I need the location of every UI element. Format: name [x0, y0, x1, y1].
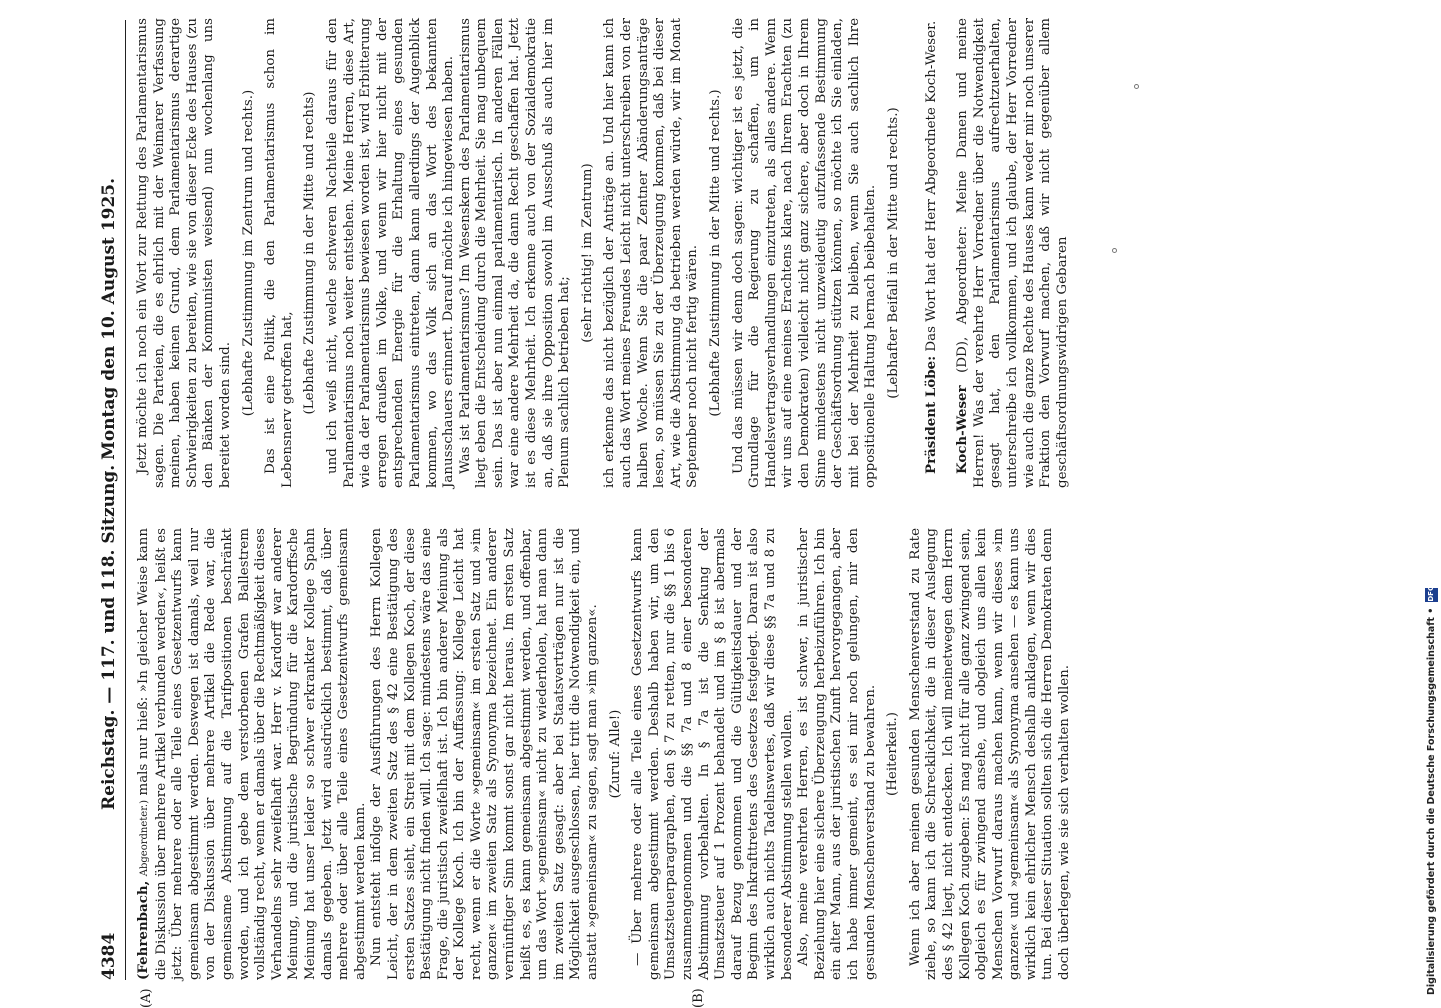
- left-paragraph-3: — Über mehrere oder alle Teile eines Gesetzentwurfs kann gemeinsam abgestimmt werden. Deshalb haben wir, um den Umsatzsteuerparagraphen, den § 7 zu retten, nur die §§ 1 bis 6 zusammengenommen und die §§ 7a und 8 einer besonderen Abstimmung vorbehalten. In § 7a ist die Senkung der Umsatzsteuer auf 1 Prozent behandelt und im § 8 ist abermals darauf Bezug genommen und die Gültigkeitsdauer und der Beginn des Inkrafttretens des Gesetzes festgelegt. Daran ist also wirklich auch nichts Tadelnswertes, daß wir diese §§ 7a und 8 zu besonderer Abstimmung stellen wollen.: [630, 528, 795, 980]
- right-paragraph-3: und ich weiß nicht, welche schweren Nachteile daraus für den Parlamentarismus noch weiter entstehen. Meine Herren, diese Art, wie da der Parlamentarismus bewiesen worden ist, wird Erbitterung erregen draußen im Volke, und wenn wir hier nicht mit der entsprechenden Energie für die Erhaltung eines gesunden Parlamentarismus eintreten, dann kann allerdings der Augenblick kommen, wo das Volk sich an das Wort des bekannten Janusschauers erinnert. Darauf möchte ich hingewiesen haben.: [324, 18, 457, 488]
- right-paragraph-1: Jetzt möchte ich noch ein Wort zur Rettung des Parlamentarismus sagen. Die Parteien, die es ehrlich mit der Weimarer Verfassung meinen, haben keinen Grund, dem Parlamentarismus derartige Schwierigkeiten zu bereiten, wie sie von dieser Ecke des Hauses (zu den Bänken der Kommunisten weisend) nun wochenlang uns bereitet worden sind.: [135, 18, 233, 488]
- session-title: Reichstag. — 117. und 118. Sitzung.: [99, 464, 119, 810]
- left-paragraph-1: [135, 528, 369, 980]
- spacer: [940, 18, 954, 488]
- session-date: Montag den 10. August 1925.: [99, 177, 119, 460]
- speaker-role: Abgeordneter.): [139, 800, 150, 877]
- scan-speck: [1112, 248, 1117, 253]
- koch-paragraph: [954, 18, 1071, 488]
- margin-mark-b: (B): [691, 988, 706, 1008]
- right-paragraph-4: Was ist Parlamentarismus? Im Wesenskern des Parlamentarismus liegt eben die Entscheidung durch die Mehrheit. Sie mag unbequem sein. Das ist aber nun einmal parlamentarisch. In anderen Fällen war eine andere Mehrheit da, die dann Recht geschaffen hat. Jetzt ist es diese Mehrheit. Ich erkenne auch von der Sozialdemokratie an, daß sie ihre Opposition sowohl im Ausschuß als auch hier im Plenum sachlich betrieben hat;: [457, 18, 573, 488]
- president-paragraph: [923, 18, 941, 488]
- interjection: (Zuruf: Alle!): [607, 709, 623, 799]
- president-text: Das Wort hat der Herr Abgeordnete Koch-Weser.: [923, 20, 939, 352]
- dfg-logo: DFG: [1425, 588, 1438, 602]
- left-paragraph-5: Wenn ich aber meinen gesunden Menschenverstand zu Rate ziehe, so kann ich die Schrecklichkeit, die in dieser Auslegung des § 42 liegt, nicht entdecken. Ich will meinetwegen dem Herrn Kollegen Koch zugeben: Es mag nicht für alle ganz zwingend sein, obgleich es für zwingend ansehe, und obgleich uns allen kein Menschen Vorwurf daraus machen kann, wenn wir dieses »im ganzen« und »gemeinsam« als Synonyma ansehen — es kann uns wirklich kein ehrlicher Mensch deshalb anklagen, wenn wir dies tun. Bei dieser Situation sollten sich die Herren Demokraten denn doch überlegen, wie sie sich verhalten wollen.: [907, 528, 1073, 980]
- president-name: Präsident Löbe:: [922, 355, 939, 474]
- page-header: [95, 20, 125, 980]
- right-column: [135, 18, 1071, 488]
- left-column: [135, 528, 1074, 980]
- right-paragraph-6: Und das müssen wir denn doch sagen: wichtiger ist es jetzt, die Grundlage für die Regierung zu schaffen, um in Handelsvertragsverhandlungen einzutreten, als alles andere. Wenn wir uns auf eine meines Erachtens klare, nach Ihrem Erachten (zu den Demokraten) vielleicht nicht ganz sichere, aber doch in Ihrem Sinne mindestens nicht unzweideutig aufzufassende Bestimmung der Geschäftsordnung stützen können, so möchte ich Sie einladen, mit bei der Mehrheit zu bleiben, wenn Sie auch sachlich Ihre oppositionelle Haltung hernach beibehalten.: [730, 18, 879, 488]
- reaction: (Heiterkeit.): [885, 712, 901, 796]
- speaker-name: (Fehrenbach,: [135, 880, 151, 980]
- reaction: (Lebhafte Zustimmung im Zentrum und rechts.): [240, 89, 256, 417]
- left-paragraph-2: Nun entsteht infolge der Ausführungen des Herrn Kollegen Leicht, der in dem zweiten Satz des § 42 eine Bestätigung des ersten Satzes sieht, ein Streit mit dem Kollegen Koch, der diese Bestätigung nicht finden will. Ich sage: mindestens wäre das eine Frage, die juristisch zweifelhaft ist. Ich bin anderer Meinung als der Kollege Koch. Ich bin der Auffassung: Kollege Leicht hat recht, wenn er die Worte »gemeinsam« im ersten Satz und »im ganzen« im zweiten Satz als Synonyma bezeichnet. Ein anderer vernünftiger Sinn kommt sonst gar nicht heraus. Im ersten Satz heißt es, es kann gemeinsam abgestimmt werden, und offenbar, um das Wort »gemeinsam« nicht zu wiederholen, hat man dann im zweiten Satz gesagt: aber bei Staatsverträgen nur ist die Möglichkeit ausgeschlossen, hier tritt die Notwendigkeit ein, und anstatt »gemeinsam« zu sagen, sagt man »im ganzen«.: [369, 528, 601, 980]
- header-rule: [125, 20, 126, 980]
- reaction: (Lebhafte Zustimmung in der Mitte und rechts.): [708, 89, 723, 417]
- reaction: (Lebhafter Beifall in der Mitte und rechts.): [885, 107, 901, 399]
- document-page: [95, 18, 1385, 1008]
- koch-name: Koch-Weser: [954, 385, 971, 474]
- scan-speck: [1134, 84, 1139, 89]
- right-paragraph-5: ich erkenne das nicht bezüglich der Anträge an. Und hier kann ich auch das Wort meines Freundes Leicht nicht unterschreiben von der halben Woche. Wenn Sie die paar Zentner Abänderungsanträge lesen, so müssen Sie zu der Überzeugung kommen, daß bei dieser Art, wie die Abstimmung da betrieben werden würde, wir im Monat September noch nicht fertig wären.: [602, 18, 701, 488]
- spacer: [909, 18, 923, 488]
- margin-mark-a: (A): [139, 988, 154, 1008]
- digitization-text: Digitalisierung gefördert durch die Deutsche Forschungsgemeinschaft •: [1426, 607, 1437, 995]
- digitization-notice: [1425, 0, 1441, 995]
- reaction: (sehr richtig! im Zentrum): [579, 163, 595, 343]
- koch-text: (DD), Abgeordneter: Meine Damen und meine Herren! Was der verehrte Herr Vorredner über die Notwendigkeit gesagt hat, den Parlamentarismus aufrechtzuerhalten, unterschreibe ich vollkommen, und ich glaube, der Herr Vorredner wie auch die ganze Rechte des Hauses kann weder mir noch unserer Fraktion den Vorwurf machen, daß wir nicht gegenüber allem geschäftsordnungswidrigen Gebaren: [955, 18, 1070, 488]
- page-number: 4384: [99, 932, 119, 980]
- left-paragraph-1-text: mals nur hieß: »In gleicher Weise kann die Diskussion über mehrere Artikel verbunden werden«, heißt es jetzt: Über mehrere oder alle Teile eines Gesetzentwurfs kann gemeinsam abgestimmt werden. Deswegen ist damals, weil nur von der Diskussion über mehrere Artikel die Rede war, die gemeinsame Abstimmung auf die Tarifpositionen beschränkt worden, und ich gebe dem verstorbenen Grafen Ballestrem vollständig recht, wenn er damals über die Rechtmäßigkeit dieses Verhandelns sehr zweifelhaft war. Herr v. Kardorff war anderer Meinung, und die juristische Begründung für die Kardorffsche Meinung hat unser leider so schwer erkrankter Kollege Spahn damals gegeben. Jetzt wird ausdrücklich bestimmt, daß über mehrere oder über alle Teile eines Gesetzentwurfs gemeinsam abgestimmt werden kann.: [136, 528, 368, 980]
- left-paragraph-4: Also, meine verehrten Herren, es ist schwer, in juristischer Beziehung hier eine sichere Überzeugung herbeizuführen. Ich bin ein alter Mann, aus der juristischen Zunft hervorgegangen, aber ich habe immer gemeint, es sei mir noch gelungen, mir den gesunden Menschenverstand zu bewahren.: [796, 528, 878, 980]
- right-paragraph-2: Das ist eine Politik, die den Parlamentarismus schon im Lebensnerv getroffen hat,: [263, 18, 295, 488]
- reaction: (Lebhafte Zustimmung in der Mitte und rechts): [302, 91, 318, 415]
